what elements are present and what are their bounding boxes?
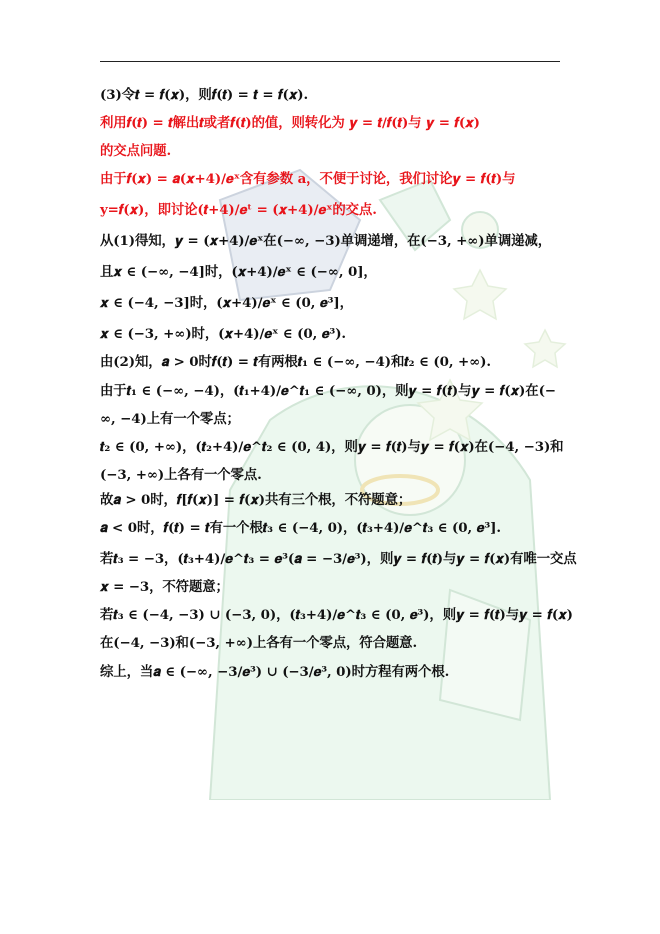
text-line: 𝒕₂ ∈ (𝟎, +∞)，(𝒕₂+𝟒)/𝒆^𝒕₂ ∈ (𝟎, 𝟒)，则𝒚 = 𝒇(𝒕)与𝒚 = 𝒇(𝒙)在(−𝟒, −𝟑)和 (100, 438, 564, 455)
text-line: 由于𝒇(𝒙) = 𝒂(𝒙+𝟒)/𝒆ˣ含有参数 a，不便于讨论，我们讨论𝒚 = 𝒇(𝒕)与 (100, 171, 516, 188)
text-line: 𝒙 = −𝟑，不符题意； (100, 579, 229, 596)
text-line: 𝒙 ∈ (−𝟑, +∞)时，(𝒙+𝟒)/𝒆ˣ ∈ (𝟎, 𝒆³). (100, 326, 346, 343)
header-rule (100, 61, 560, 62)
text-line: 从(𝟏)得知，𝒚 = (𝒙+𝟒)/𝒆ˣ在(−∞, −𝟑)单调递增，在(−𝟑, +∞)单调递减， (100, 233, 551, 250)
text-line: 且𝒙 ∈ (−∞, −𝟒]时，(𝒙+𝟒)/𝒆ˣ ∈ (−∞, 𝟎]， (100, 264, 377, 281)
text-line: 综上，当𝒂 ∈ (−∞, −𝟑/𝒆³) ∪ (−𝟑/𝒆³, 𝟎)时方程有两个根. (100, 663, 450, 680)
text-line: (3)令𝒕 = 𝒇(𝒙)，则𝒇(𝒕) = 𝒕 = 𝒇(𝒙). (100, 87, 309, 103)
text-line: 𝒂 < 𝟎时，𝒇(𝒕) = 𝒕有一个根𝒕₃ ∈ (−𝟒, 𝟎)，(𝒕₃+𝟒)/𝒆^𝒕₃ ∈ (𝟎, 𝒆³]. (100, 520, 501, 537)
text-line: 由于𝒕₁ ∈ (−∞, −𝟒)，(𝒕₁+𝟒)/𝒆^𝒕₁ ∈ (−∞, 𝟎)，则𝒚 = 𝒇(𝒕)与𝒚 = 𝒇(𝒙)在(− (100, 382, 556, 399)
text-line: 在(−𝟒, −𝟑)和(−𝟑, +∞)上各有一个零点，符合题意. (100, 635, 418, 652)
text-line: 𝒙 ∈ (−𝟒, −𝟑]时，(𝒙+𝟒)/𝒆ˣ ∈ (𝟎, 𝒆³]， (100, 295, 353, 312)
text-line: 的交点问题. (100, 143, 172, 160)
text-line: 故𝒂 > 𝟎时，𝒇[𝒇(𝒙)] = 𝒇(𝒙)共有三个根，不符题意； (100, 491, 412, 508)
text-line: 由(𝟐)知，𝒂 > 𝟎时𝒇(𝒕) = 𝒕有两根𝒕₁ ∈ (−∞, −𝟒)和𝒕₂ ∈ (𝟎, +∞). (100, 354, 491, 371)
text-line: ∞, −𝟒)上有一个零点； (100, 410, 240, 427)
text-line: 若𝒕₃ = −𝟑，(𝒕₃+𝟒)/𝒆^𝒕₃ = 𝒆³(𝒂 = −𝟑/𝒆³)，则𝒚 = 𝒇(𝒕)与𝒚 = 𝒇(𝒙)有唯一交点 (100, 551, 577, 568)
text-line: 利用𝒇(𝒕) = 𝒕解出𝒕或者𝒇(𝒕)的值，则转化为 𝒚 = 𝒕/𝒇(𝒕)与 𝒚 = 𝒇(𝒙) (100, 115, 480, 132)
text-line: y=𝒇(𝒙)，即讨论(𝒕+𝟒)/𝒆ᵗ = (𝒙+𝟒)/𝒆ˣ的交点. (100, 202, 377, 219)
solution-text (100, 83, 577, 688)
text-line: 若𝒕₃ ∈ (−𝟒, −𝟑) ∪ (−𝟑, 𝟎)，(𝒕₃+𝟒)/𝒆^𝒕₃ ∈ (𝟎, 𝒆³)，则𝒚 = 𝒇(𝒕)与𝒚 = 𝒇(𝒙) (100, 607, 573, 624)
text-line: (−𝟑, +∞)上各有一个零点. (100, 466, 262, 483)
